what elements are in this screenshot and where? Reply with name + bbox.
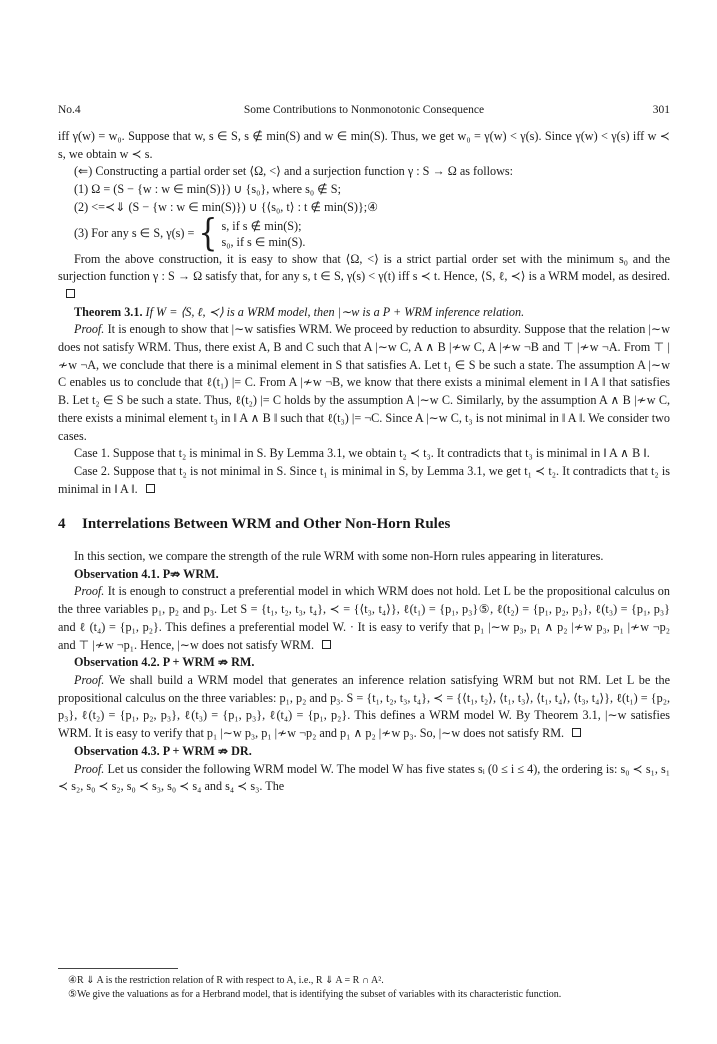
footnote-rule xyxy=(58,968,178,969)
footnotes xyxy=(58,974,670,1002)
observation-4-1-label: Observation 4.1. P⇏ WRM. xyxy=(74,566,219,581)
paragraph: (⇐) Constructing a partial order set ⟨Ω, <⟩ and a surjection function γ : S → Ω as follows: xyxy=(74,164,513,179)
observation-4-2-proof xyxy=(58,672,670,743)
proof xyxy=(58,321,670,445)
section-heading xyxy=(58,516,670,534)
proof-text: We shall build a WRM model that generates an inference relation satisfying WRM but not RM. Let L be the propositional calculus on the three variables: p₁, p₂ and p₃. S = {t₁, t₂, t₃, t₄}, ≺ = {⟨t₁, t₂⟩, ⟨t₁, t₃⟩, ⟨t₁, t₄⟩, ⟨t₃, t₄⟩}, ℓ(t₁) = {p₂, p₃}, ℓ(t₂) = {p₁, p₂, p₃}, ℓ(t₃) = {p₁, p₃}, ℓ(t₄) = {p₁, p₂}. This defines a WRM model W. By Theorem 3.1, |∼w satisfies WRM. It is easy to verify that p₁ |∼w p₃, p₁ |≁w ¬p₂ and p₁ ∧ p₂ |≁w p₃. So, |∼w does not satisfy RM. xyxy=(58,672,671,741)
proof-text: It is enough to show that |∼w satisfies WRM. We proceed by reduction to absurdity. Suppose that the relation |∼w does not satisfy WRM. Thus, there exist A, B and C such that A |∼w C, A ∧ B |≁w C, A |≁w ¬B and ⊤ |≁w ¬A. From ⊤ |≁w ¬A, we conclude that there is a minimal element in S that satisfies A. Let t₁ ∈ S be such a state. The assumption A |∼w C enables us to conclude that ℓ(t₁) |= C. From A |≁w ¬B, we know that there exists a minimal element in ‖ A ‖ that satisfies B. Let t₂ ∈ S be such a state. Thus, ℓ(t₂) |= C holds by the assumption A |∼w C. Similarly, by the assumption A ∧ B |≁w C, there exists a minimal element t₃ in ‖ A ∧ B ‖ such that ℓ(t₃) |= ¬C. Since A |∼w C, t₃ is not minimal in ‖ A ‖. We consider two cases. xyxy=(58,322,671,443)
case-row: s₀, if s ∈ min(S). xyxy=(221,234,306,249)
qed-symbol xyxy=(66,289,75,298)
qed-symbol xyxy=(322,640,331,649)
case-text: Case 2. Suppose that t₂ is not minimal in S. Since t₁ is minimal in S, by Lemma 3.1, we get t₁ ≺ t₂. It contradicts that t₂ is minimal in ‖ A ‖. xyxy=(58,463,670,496)
construction-item-1: (1) Ω = (S − {w : w ∈ min(S)}) ∪ {s₀}, where s₀ ∉ S; xyxy=(74,182,341,197)
case-label: (3) For any s ∈ S, γ(s) = xyxy=(74,225,195,240)
construction-item-2: (2) <=≺⇓ (S − {w : w ∈ min(S)}) ∪ {⟨s₀, t⟩ : t ∉ min(S)};④ xyxy=(74,199,379,214)
qed-symbol xyxy=(146,484,155,493)
paragraph-text: From the above construction, it is easy to show that ⟨Ω, <⟩ is a strict partial order set with the minimum s₀ and the surjection function γ : S → Ω satisfy that, for any s, t ∈ S, γ(s) < γ(t) iff s ≺ t. Hence, ⟨S, ℓ, ≺⟩ is a WRM model, as desired. xyxy=(58,251,670,284)
section-title: Interrelations Between WRM and Other Non-Horn Rules xyxy=(82,516,451,533)
case-rows xyxy=(221,218,305,250)
body-text xyxy=(58,128,670,796)
paragraph xyxy=(58,251,670,304)
observation-4-1-proof xyxy=(58,583,670,654)
footnote-5: ⑤We give the valuations as for a Herbrand model, that is identifying the subset of variables with its characteristic function. xyxy=(68,989,562,1000)
section-number: 4 xyxy=(58,516,66,533)
paragraph: iff γ(w) = w₀. Suppose that w, s ∈ S, s ∉ min(S) and w ∈ min(S). Thus, we get w₀ = γ(w) < γ(s). Since γ(w) < γ(s) iff w ≺ s, we obtain w ≺ s. xyxy=(58,129,670,161)
proof-text: Let us consider the following WRM model W. The model W has five states sᵢ (0 ≤ i ≤ 4), the ordering is: s₀ ≺ s₁, s₁ ≺ s₂, s₀ ≺ s₂, s₀ ≺ s₃, s₀ ≺ s₄ and s₄ ≺ s₃. The xyxy=(58,761,671,794)
observation-4-3-proof xyxy=(58,761,670,796)
proof-case-1: Case 1. Suppose that t₂ is minimal in S. By Lemma 3.1, we obtain t₂ ≺ t₃. It contradicts that t₃ is minimal in ‖ A ∧ B ‖. xyxy=(74,446,650,461)
proof-text: It is enough to construct a preferential model in which WRM does not hold. Let L be the propositional calculus on the three variables p₁, p₂ and p₃. Let S = {t₁, t₂, t₃, t₄}, ≺ = {⟨t₃, t₄⟩}, ℓ(t₁) = {p₁, p₃}⑤, ℓ(t₂) = {p₁, p₂, p₃}, ℓ(t₃) = {p₁, p₃} and ℓ (t₄) = {p₁, p₂}. This defines a preferential model W. · It is easy to verify that p₁ |∼w p₃, p₁ ∧ p₂ |≁w p₃, p₁ |≁w ¬p₂ and ⊤ |≁w ¬p₁. Hence, |∼w does not satisfy WRM. xyxy=(58,584,670,652)
theorem xyxy=(58,304,670,322)
left-brace: { xyxy=(198,211,218,255)
case-row: s, if s ∉ min(S); xyxy=(221,218,302,233)
page-number: 301 xyxy=(652,104,670,116)
observation-4-3-label: Observation 4.3. P + WRM ⇏ DR. xyxy=(74,743,252,758)
running-title: Some Contributions to Nonmonotonic Consequence xyxy=(243,104,485,116)
footnote-4: ④R ⇓ A is the restriction relation of R with respect to A, i.e., R ⇓ A = R ∩ A². xyxy=(68,975,384,986)
proof-label: Proof. xyxy=(74,672,105,687)
proof-label: Proof. xyxy=(74,322,105,337)
qed-symbol xyxy=(572,728,581,737)
issue-number: No.4 xyxy=(58,104,81,116)
observation-4-2-label: Observation 4.2. P + WRM ⇏ RM. xyxy=(74,655,255,670)
proof-case-2 xyxy=(58,463,670,498)
theorem-label: Theorem 3.1. xyxy=(74,304,143,319)
proof-label: Proof. xyxy=(74,761,105,776)
theorem-statement: If W = ⟨S, ℓ, ≺⟩ is a WRM model, then |∼w is a P + WRM inference relation. xyxy=(145,304,525,319)
proof-label: Proof. xyxy=(74,584,105,599)
construction-item-3 xyxy=(58,211,670,255)
section-intro: In this section, we compare the strength of the rule WRM with some non-Horn rules appearing in literatures. xyxy=(74,549,604,564)
